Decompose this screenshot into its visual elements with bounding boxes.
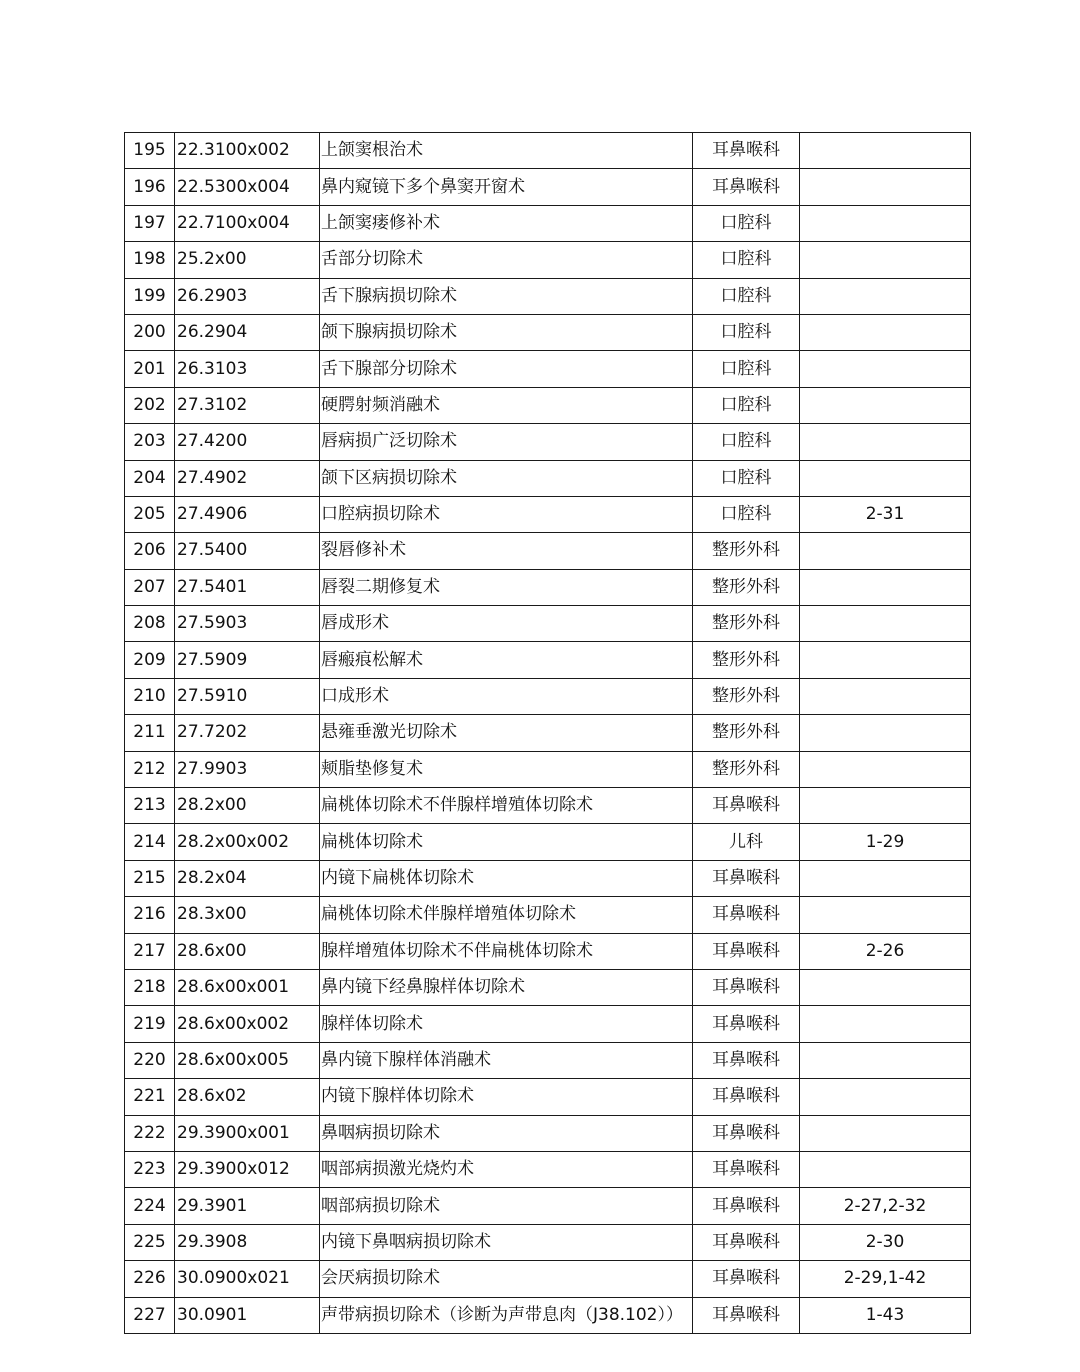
department-cell: 整形外科 [693, 751, 800, 787]
procedure-name-cell: 裂唇修补术 [320, 533, 693, 569]
note-cell [800, 678, 971, 714]
procedure-name-cell: 会厌病损切除术 [320, 1261, 693, 1297]
row-index-cell: 225 [125, 1224, 175, 1260]
procedure-name-cell: 鼻内镜下经鼻腺样体切除术 [320, 969, 693, 1005]
row-index-cell: 206 [125, 533, 175, 569]
procedure-name-cell: 鼻咽病损切除术 [320, 1115, 693, 1151]
procedure-code-cell: 28.6x00x005 [175, 1042, 320, 1078]
procedure-code-cell: 28.6x00 [175, 933, 320, 969]
department-cell: 口腔科 [693, 460, 800, 496]
note-cell [800, 460, 971, 496]
row-index-cell: 219 [125, 1006, 175, 1042]
row-index-cell: 205 [125, 496, 175, 532]
procedure-code-cell: 27.5903 [175, 606, 320, 642]
procedure-name-cell: 声带病损切除术（诊断为声带息肉（J38.102）） [320, 1297, 693, 1333]
table-row [125, 1079, 971, 1115]
department-cell: 耳鼻喉科 [693, 860, 800, 896]
procedure-table-body [125, 133, 971, 1334]
table-row [125, 569, 971, 605]
row-index-cell: 213 [125, 788, 175, 824]
department-cell: 整形外科 [693, 606, 800, 642]
table-row [125, 205, 971, 241]
department-cell: 口腔科 [693, 424, 800, 460]
table-row [125, 1297, 971, 1333]
department-cell: 整形外科 [693, 678, 800, 714]
procedure-code-cell: 22.5300x004 [175, 169, 320, 205]
note-cell [800, 606, 971, 642]
procedure-code-cell: 28.6x00x001 [175, 969, 320, 1005]
row-index-cell: 223 [125, 1151, 175, 1187]
table-row [125, 642, 971, 678]
procedure-table [124, 132, 971, 1334]
note-cell [800, 205, 971, 241]
table-row [125, 1188, 971, 1224]
row-index-cell: 209 [125, 642, 175, 678]
note-cell: 1-43 [800, 1297, 971, 1333]
table-row [125, 715, 971, 751]
procedure-name-cell: 扁桃体切除术伴腺样增殖体切除术 [320, 897, 693, 933]
procedure-name-cell: 唇裂二期修复术 [320, 569, 693, 605]
note-cell [800, 424, 971, 460]
note-cell [800, 351, 971, 387]
table-row [125, 933, 971, 969]
department-cell: 耳鼻喉科 [693, 133, 800, 169]
note-cell [800, 1151, 971, 1187]
procedure-name-cell: 颌下区病损切除术 [320, 460, 693, 496]
procedure-name-cell: 舌下腺部分切除术 [320, 351, 693, 387]
procedure-code-cell: 30.0900x021 [175, 1261, 320, 1297]
note-cell [800, 788, 971, 824]
row-index-cell: 222 [125, 1115, 175, 1151]
table-row [125, 897, 971, 933]
procedure-code-cell: 29.3900x001 [175, 1115, 320, 1151]
table-row [125, 1151, 971, 1187]
procedure-code-cell: 27.4902 [175, 460, 320, 496]
row-index-cell: 201 [125, 351, 175, 387]
department-cell: 口腔科 [693, 387, 800, 423]
department-cell: 耳鼻喉科 [693, 1006, 800, 1042]
procedure-name-cell: 唇瘢痕松解术 [320, 642, 693, 678]
department-cell: 儿科 [693, 824, 800, 860]
procedure-code-cell: 29.3908 [175, 1224, 320, 1260]
note-cell [800, 751, 971, 787]
department-cell: 耳鼻喉科 [693, 1151, 800, 1187]
table-row [125, 533, 971, 569]
procedure-code-cell: 27.9903 [175, 751, 320, 787]
procedure-name-cell: 口腔病损切除术 [320, 496, 693, 532]
note-cell [800, 642, 971, 678]
table-row [125, 678, 971, 714]
row-index-cell: 217 [125, 933, 175, 969]
procedure-name-cell: 鼻内镜下腺样体消融术 [320, 1042, 693, 1078]
procedure-name-cell: 上颌窦根治术 [320, 133, 693, 169]
note-cell [800, 387, 971, 423]
note-cell: 2-31 [800, 496, 971, 532]
table-row [125, 860, 971, 896]
table-row [125, 1224, 971, 1260]
table-row [125, 606, 971, 642]
table-row [125, 460, 971, 496]
table-row [125, 314, 971, 350]
row-index-cell: 200 [125, 314, 175, 350]
note-cell [800, 133, 971, 169]
procedure-name-cell: 颊脂垫修复术 [320, 751, 693, 787]
note-cell [800, 533, 971, 569]
table-row [125, 824, 971, 860]
table-row [125, 133, 971, 169]
row-index-cell: 198 [125, 242, 175, 278]
procedure-name-cell: 硬腭射频消融术 [320, 387, 693, 423]
note-cell: 2-26 [800, 933, 971, 969]
note-cell [800, 1115, 971, 1151]
row-index-cell: 226 [125, 1261, 175, 1297]
table-row [125, 751, 971, 787]
table-row [125, 1261, 971, 1297]
department-cell: 耳鼻喉科 [693, 1297, 800, 1333]
procedure-name-cell: 咽部病损激光烧灼术 [320, 1151, 693, 1187]
department-cell: 口腔科 [693, 242, 800, 278]
procedure-code-cell: 30.0901 [175, 1297, 320, 1333]
procedure-code-cell: 28.2x04 [175, 860, 320, 896]
row-index-cell: 204 [125, 460, 175, 496]
department-cell: 耳鼻喉科 [693, 1261, 800, 1297]
note-cell: 2-30 [800, 1224, 971, 1260]
procedure-code-cell: 29.3900x012 [175, 1151, 320, 1187]
procedure-name-cell: 口成形术 [320, 678, 693, 714]
procedure-name-cell: 鼻内窥镜下多个鼻窦开窗术 [320, 169, 693, 205]
row-index-cell: 196 [125, 169, 175, 205]
row-index-cell: 215 [125, 860, 175, 896]
procedure-code-cell: 28.6x02 [175, 1079, 320, 1115]
note-cell [800, 169, 971, 205]
department-cell: 整形外科 [693, 642, 800, 678]
department-cell: 整形外科 [693, 569, 800, 605]
row-index-cell: 211 [125, 715, 175, 751]
department-cell: 整形外科 [693, 533, 800, 569]
procedure-code-cell: 28.6x00x002 [175, 1006, 320, 1042]
procedure-code-cell: 27.5401 [175, 569, 320, 605]
department-cell: 耳鼻喉科 [693, 1115, 800, 1151]
department-cell: 耳鼻喉科 [693, 897, 800, 933]
department-cell: 耳鼻喉科 [693, 933, 800, 969]
procedure-name-cell: 扁桃体切除术不伴腺样增殖体切除术 [320, 788, 693, 824]
department-cell: 口腔科 [693, 278, 800, 314]
procedure-code-cell: 27.5400 [175, 533, 320, 569]
note-cell [800, 897, 971, 933]
procedure-name-cell: 上颌窦瘘修补术 [320, 205, 693, 241]
procedure-code-cell: 28.2x00x002 [175, 824, 320, 860]
note-cell [800, 1079, 971, 1115]
procedure-code-cell: 22.7100x004 [175, 205, 320, 241]
note-cell [800, 314, 971, 350]
department-cell: 整形外科 [693, 715, 800, 751]
table-row [125, 1006, 971, 1042]
row-index-cell: 195 [125, 133, 175, 169]
note-cell [800, 278, 971, 314]
procedure-code-cell: 26.3103 [175, 351, 320, 387]
table-row [125, 788, 971, 824]
department-cell: 耳鼻喉科 [693, 1079, 800, 1115]
department-cell: 耳鼻喉科 [693, 969, 800, 1005]
row-index-cell: 203 [125, 424, 175, 460]
table-row [125, 242, 971, 278]
department-cell: 耳鼻喉科 [693, 788, 800, 824]
row-index-cell: 199 [125, 278, 175, 314]
procedure-code-cell: 28.2x00 [175, 788, 320, 824]
department-cell: 口腔科 [693, 314, 800, 350]
note-cell [800, 1006, 971, 1042]
table-row [125, 969, 971, 1005]
procedure-name-cell: 颌下腺病损切除术 [320, 314, 693, 350]
procedure-name-cell: 咽部病损切除术 [320, 1188, 693, 1224]
procedure-code-cell: 27.3102 [175, 387, 320, 423]
department-cell: 口腔科 [693, 496, 800, 532]
procedure-code-cell: 26.2903 [175, 278, 320, 314]
department-cell: 口腔科 [693, 351, 800, 387]
row-index-cell: 212 [125, 751, 175, 787]
table-row [125, 424, 971, 460]
procedure-code-cell: 27.5910 [175, 678, 320, 714]
procedure-code-cell: 28.3x00 [175, 897, 320, 933]
row-index-cell: 214 [125, 824, 175, 860]
procedure-name-cell: 内镜下鼻咽病损切除术 [320, 1224, 693, 1260]
department-cell: 耳鼻喉科 [693, 1042, 800, 1078]
department-cell: 耳鼻喉科 [693, 1188, 800, 1224]
procedure-name-cell: 内镜下腺样体切除术 [320, 1079, 693, 1115]
row-index-cell: 197 [125, 205, 175, 241]
row-index-cell: 202 [125, 387, 175, 423]
table-row [125, 387, 971, 423]
table-row [125, 278, 971, 314]
row-index-cell: 218 [125, 969, 175, 1005]
procedure-name-cell: 唇病损广泛切除术 [320, 424, 693, 460]
note-cell [800, 715, 971, 751]
note-cell [800, 569, 971, 605]
table-row [125, 1115, 971, 1151]
row-index-cell: 224 [125, 1188, 175, 1224]
procedure-name-cell: 舌部分切除术 [320, 242, 693, 278]
procedure-name-cell: 唇成形术 [320, 606, 693, 642]
procedure-code-cell: 26.2904 [175, 314, 320, 350]
table-row [125, 1042, 971, 1078]
table-row [125, 169, 971, 205]
department-cell: 耳鼻喉科 [693, 169, 800, 205]
procedure-name-cell: 内镜下扁桃体切除术 [320, 860, 693, 896]
department-cell: 口腔科 [693, 205, 800, 241]
row-index-cell: 227 [125, 1297, 175, 1333]
note-cell [800, 242, 971, 278]
note-cell: 2-29,1-42 [800, 1261, 971, 1297]
table-row [125, 351, 971, 387]
procedure-name-cell: 腺样增殖体切除术不伴扁桃体切除术 [320, 933, 693, 969]
procedure-name-cell: 悬雍垂激光切除术 [320, 715, 693, 751]
row-index-cell: 216 [125, 897, 175, 933]
procedure-name-cell: 扁桃体切除术 [320, 824, 693, 860]
row-index-cell: 210 [125, 678, 175, 714]
procedure-code-cell: 27.5909 [175, 642, 320, 678]
row-index-cell: 208 [125, 606, 175, 642]
table-row [125, 496, 971, 532]
note-cell [800, 860, 971, 896]
procedure-name-cell: 腺样体切除术 [320, 1006, 693, 1042]
procedure-code-cell: 27.4200 [175, 424, 320, 460]
row-index-cell: 207 [125, 569, 175, 605]
row-index-cell: 220 [125, 1042, 175, 1078]
procedure-code-cell: 25.2x00 [175, 242, 320, 278]
note-cell [800, 1042, 971, 1078]
procedure-code-cell: 27.4906 [175, 496, 320, 532]
department-cell: 耳鼻喉科 [693, 1224, 800, 1260]
note-cell [800, 969, 971, 1005]
procedure-code-cell: 27.7202 [175, 715, 320, 751]
note-cell: 1-29 [800, 824, 971, 860]
procedure-code-cell: 29.3901 [175, 1188, 320, 1224]
procedure-code-cell: 22.3100x002 [175, 133, 320, 169]
row-index-cell: 221 [125, 1079, 175, 1115]
procedure-name-cell: 舌下腺病损切除术 [320, 278, 693, 314]
note-cell: 2-27,2-32 [800, 1188, 971, 1224]
